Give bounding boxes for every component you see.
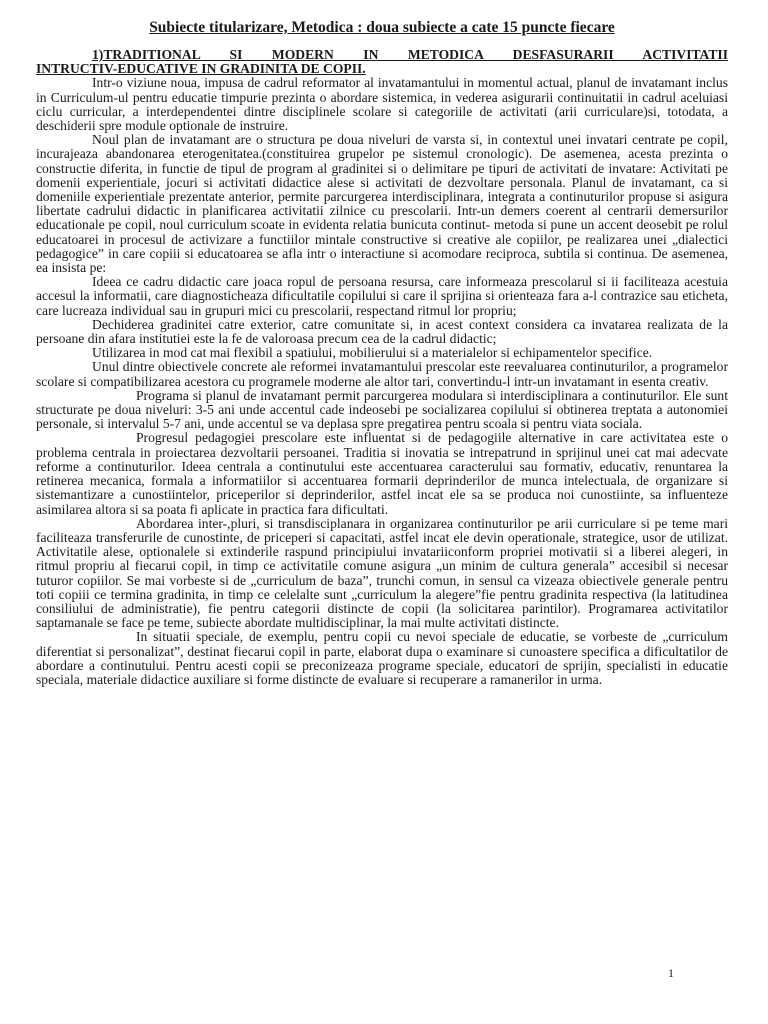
paragraph: Dechiderea gradinitei catre exterior, catre comunitate si, in acest context considera ca invatarea realizata de la persoane din afara institutiei este la fe de valoroasa precum cea de la cadrul didactic; bbox=[36, 316, 728, 347]
page-number: 1 bbox=[668, 966, 674, 980]
paragraph: Ideea ce cadru didactic care joaca ropul de persoana resursa, care informeaza prescolarul si ii faciliteaza acestuia accesul la informatii, care diagnosticheaza dificultatile copilului si care il sprijina si orienteaza fara a-l contrazice sau eticheta, care lucreaza individual sau in grupuri mici cu prescolarii, respectand ritmul lor propriu; bbox=[36, 274, 728, 318]
paragraph: Progresul pedagogiei prescolare este influentat si de pedagogiile alternative in care activitatea este o problema centrala in proiectarea dezvoltarii persoanei. Traditia si inovatia se intrepatrund in sprijinul unei cat mai adecvate reforme a continuturilor. Ideea centrala a continutului este accentuarea caracterului sau formativ, educativ, renuntarea la retinerea mecanica, formala a informatiilor si accentuarea formarii deprinderilor de munca intelectuala, de organizare si sistemantizare a cunostiintelor, priceperilor si deprinderilor, astfel incat ele sa se produca noi cunostiinte, sa influenteze asimilarea altora si sa poata fi aplicate in practica fara dificultati. bbox=[36, 430, 728, 517]
paragraph: Programa si planul de invatamant permit parcurgerea modulara si interdisciplinara a continuturilor. Ele sunt structurate pe doua niveluri: 3-5 ani unde accentul cade indeosebi pe socializarea copilului si obtinerea treptata a autonomiei personale, si intervalul 5-7 ani, unde accentul se va deplasa spre pregatirea pentru scoala si pentru viata sociala. bbox=[36, 387, 728, 432]
paragraph: Abordarea inter-,pluri, si transdisciplanara in organizarea continuturilor pe arii curriculare si pe teme mari faciliteaza transferurile de cunostinte, de priceperi si capacitati, astfel incat ele devin operationale, strategice, usor de utilizat. Activitatile alese, optionalele si extinderile raspund principiului invatariiconform propriei motivatii si a liberei alegeri, in ritmul propriu al fiecarui copil, in timp ce activitatile comune asigura „un minim de cultura generala” accesibil si necesar tuturor copiilor. Se mai vorbeste si de „curriculum de baza”, trunchi comun, in sensul ca vizeaza obiectivele generale pentru toti copiii ce termina gradinita, in timp ce celelalte sunt „curriculum la alegere”fie pentru gradinita respectiva (la latitudinea consiliului de administratie), fie pentru categorii distincte de copii (la solicitarea parintilor). Programarea activitatilor saptamanale se face pe teme, subiecte abordate multidisciplinar, la mai multe activitati distincte. bbox=[36, 515, 728, 631]
section-heading bbox=[36, 48, 728, 76]
document-title: Subiecte titularizare, Metodica : doua subiecte a cate 15 puncte fiecare bbox=[149, 19, 615, 36]
paragraph: In situatii speciale, de exemplu, pentru copii cu nevoi speciale de educatie, se vorbeste de „curriculum diferentiat si personalizat”, destinat fiecarui copil in parte, elaborat dupa o examinare si cunoastere specifica a dificultatilor de abordare a continutului. Pentru acesti copii se preconizeaza programe speciale, educatori de sprijin, specialisti in educatie speciala, materiale didactice auxiliare si forme distincte de evaluare si recuperare a ramanerilor in urma. bbox=[36, 629, 728, 687]
section-heading-line-1: 1)TRADITIONAL SI MODERN IN METODICA DESFASURARII ACTIVITATII bbox=[92, 47, 728, 62]
section-heading-line-2: INTRUCTIV-EDUCATIVE IN GRADINITA DE COPII. bbox=[36, 61, 366, 77]
paragraph: Noul plan de invatamant are o structura pe doua niveluri de varsta si, in contextul unei invatari centrate pe copil, incurajeaza abandonarea eterogenitatea.(constituirea grupelor pe sistemul cronologic). De asemenea, acesta prezinta o constructie diferita, in functie de tipul de program al gradinitei si o delimitare pe tipuri de activitati de invatare: Activitati pe domenii experientiale, jocuri si activitati didactice alese si activitati de dezvoltare personala. Planul de invatamant, ca si domeniile experientiale prezentate anterior, permite parcurgerea interdisciplinara, integrata a continuturilor propuse si asigura libertate cadrului didactic in planificarea activitatii zilnice cu prescolarii. Intr-un demers coerent al centrarii demersurilor educationale pe copil, noul curriculum scoate in evidenta relatia bunicuta continut- metoda si pune un accent deosebit pe rolul educatoarei in procesul de activizare a functiilor mintale constructive si creative ale copiilor, pe realizarea unei „dialectici pedagogice” in care copiii si educatoarea se afla intr o interactiune si acomodare reciproca, subtila si continua. De asemenea, ea insista pe: bbox=[36, 132, 728, 276]
paragraph: Unul dintre obiectivele concrete ale reformei invatamantului prescolar este reevaluarea continuturilor, a programelor scolare si compatibilizarea acestora cu programele moderne ale altor tari, convertindu-l intr-un invatamant in esenta creativ. bbox=[36, 359, 728, 389]
document-page bbox=[36, 18, 728, 687]
paragraph: Utilizarea in mod cat mai flexibil a spatiului, mobilierului si a materialelor si echipamentelor specifice. bbox=[92, 345, 653, 361]
paragraph: Intr-o viziune noua, impusa de cadrul reformator al invatamantului in momentul actual, planul de invatamant inclus in Curriculum-ul pentru educatie timpurie prezinta o abordare sistemica, in vederea asigurarii continuitatii in cadrul aceluiasi ciclu curricular, a interdependentei dintre disciplinele scolare si categoriile de activitati (arii curriculare)si, totodata, a deschiderii spre module optionale de instruire. bbox=[36, 75, 728, 134]
